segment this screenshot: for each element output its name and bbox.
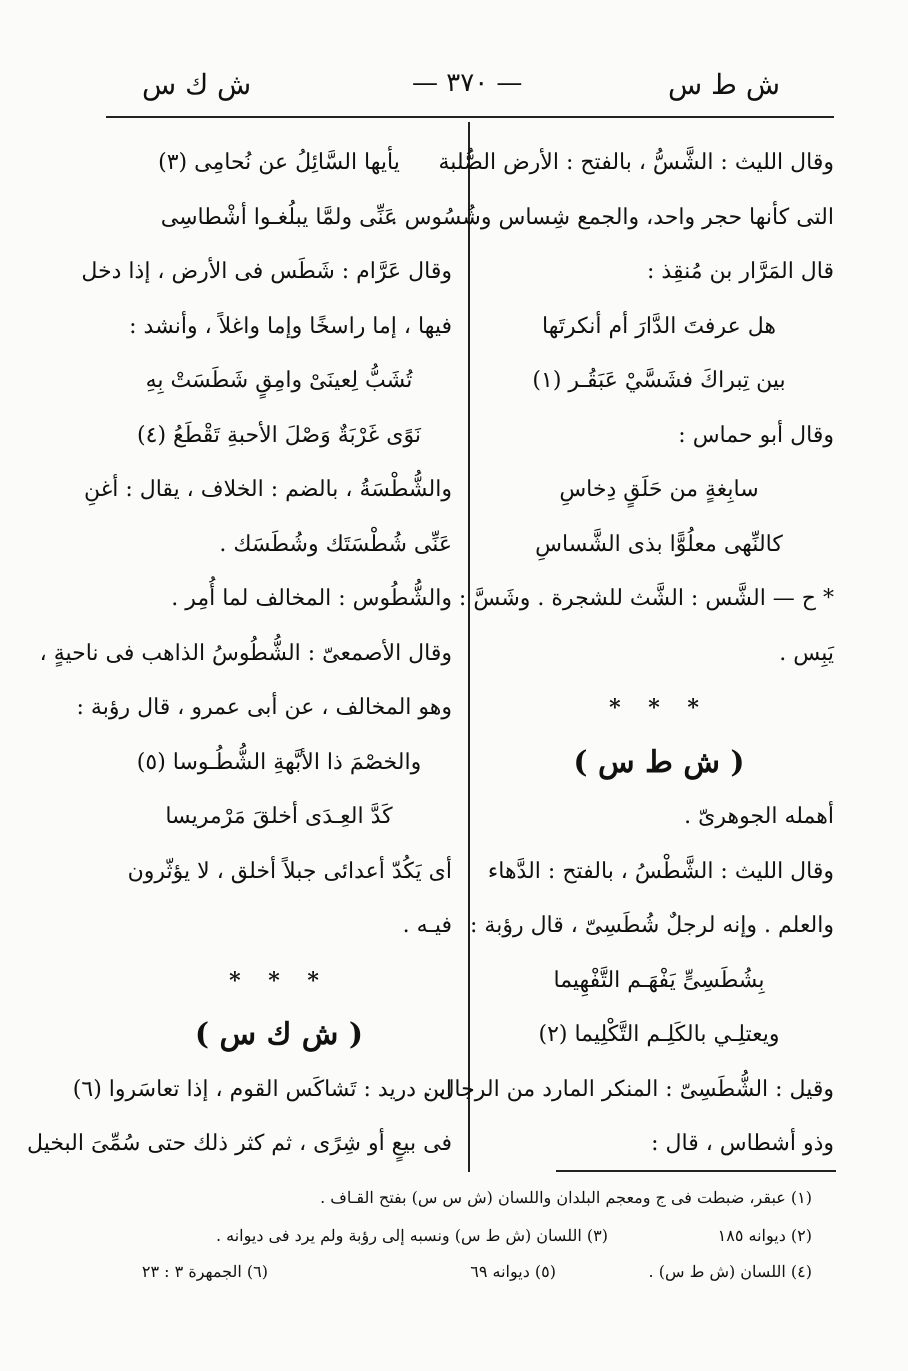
footnote: (١) عبقر، ضبطت فى ج ومعجم البلدان واللسان (ش س س) بفتح القـاف .	[320, 1188, 812, 1207]
text-line: وذو أشطاس ، قال :	[651, 1131, 834, 1156]
footnote: (٦) الجمهرة ٣ : ٢٣	[141, 1262, 268, 1281]
section-divider: * * *	[229, 967, 329, 994]
header-rule	[106, 116, 834, 118]
text-line: وقال الليث : الشَّطْسُ ، بالفتح : الدَّهاء	[487, 858, 834, 884]
footnote: (٢) ديوانه ١٨٥	[717, 1226, 812, 1245]
section-divider: * * *	[609, 695, 709, 721]
footnote-rule	[556, 1170, 836, 1172]
footnote: (٤) اللسان (ش ط س) .	[648, 1262, 812, 1281]
text-line: فيـه .	[402, 913, 452, 938]
verse-line: بين تِبراكَ فشَسَّيْ عَبَقُـر (١)	[532, 368, 786, 393]
verse-line: هل عرفتَ الدَّارَ أم أنكرتَها	[542, 313, 776, 339]
text-line: وقال أبو حماس :	[678, 422, 834, 448]
text-line: والشُّطْسَةُ ، بالضم : الخلاف ، يقال : أغنِ	[83, 477, 452, 502]
entry-title: ( ش ط س )	[573, 744, 745, 780]
verse-line: بِشُطَسِىٍّ يَفْهَـم التَّفْهِيما	[553, 967, 765, 993]
text-line: والعلم . وإنه لرجلٌ شُطَسِىّ ، قال رؤبة :	[470, 913, 834, 938]
verse-line: سابِغةٍ من حَلَقٍ دِخاسِ	[559, 477, 759, 502]
text-line: يَبِس .	[779, 640, 834, 666]
header-root-left: ش ك س	[142, 68, 252, 101]
text-line: وقال الأصمعىّ : الشُّطُوسُ الذاهب فى ناحيةٍ ،	[39, 640, 452, 666]
text-line: * ح — الشَّس : الشَّث للشجرة . وشَسَّ :	[458, 586, 834, 611]
verse-line: والخصْمَ ذا الأبَّهةِ الشُّطُـوسا (٥)	[136, 749, 422, 775]
text-line: أى يَكُدّ أعدائى جبلاً أخلق ، لا يؤثّرون	[127, 858, 452, 884]
text-line: قال المَرَّار بن مُنقِذ :	[647, 259, 834, 284]
verse-line: يأيها السَّائِلُ عن نُحامِى (٣)	[158, 150, 400, 175]
footnote: (٥) ديوانه ٦٩	[470, 1262, 556, 1281]
text-line: أهمله الجوهرىّ .	[684, 804, 834, 829]
text-line: وقال عَرَّام : شَطَس فى الأرض ، إذا دخل	[81, 259, 452, 284]
column-separator	[468, 122, 470, 1172]
verse-line: كَدَّ العِـدَى أخلقَ مَرْمريسا	[165, 804, 393, 829]
left-column	[27, 136, 452, 1172]
text-line: والشُّطُوس : المخالف لما أُمِر .	[171, 586, 452, 611]
verse-line: تُشَبُّ لِعينَىْ وامِقٍ شَطَسَتْ بِهِ	[145, 368, 413, 393]
entry-title: ( ش ك س )	[194, 1017, 364, 1052]
text-line: عَنِّى شُطْسَتَك وشُطَسَك .	[219, 531, 452, 557]
footnote: (٣) اللسان (ش ط س) ونسبه إلى رؤبة ولم يرد فى ديوانه .	[215, 1226, 608, 1245]
text-line: وهو المخالف ، عن أبى عمرو ، قال رؤبة :	[76, 695, 452, 720]
text-line: فى بيعٍ أو شِرًى ، ثم كثر ذلك حتى سُمِّىَ البخيل	[27, 1131, 452, 1156]
verse-line: نَوًى غَرْبَةٌ وَصْلَ الأحبةِ تَقْطَعُ (٤)	[137, 422, 421, 448]
header-root-right: ش ط س	[667, 68, 780, 101]
page-number: — ٣٧٠ —	[412, 68, 523, 98]
text-line: ابن دريد : تَشاكَس القوم ، إذا تعاسَروا (٦)	[72, 1076, 452, 1102]
text-line: وقال الليث : الشَّسُّ ، بالفتح : الأرض الصُّلبة	[438, 150, 834, 175]
verse-line: عَنِّى ولمَّا يبلُغـوا أشْطاسِى	[160, 204, 398, 230]
verse-line: ويعتلِـي بالكَلِـم التَّكْلِيما (٢)	[538, 1022, 780, 1047]
text-line: فيها ، إما راسخًا وإما واغلاً ، وأنشد :	[129, 313, 452, 339]
verse-line: كالنِّهى معلُوًّا بذى الشَّساسِ	[535, 531, 783, 557]
text-line: التى كأنها حجر واحد، والجمع شِساس وشُسُوس .	[390, 204, 834, 230]
text-line: وقيل : الشُّطَسِىّ : المنكر المارد من الرجال .	[424, 1076, 834, 1102]
